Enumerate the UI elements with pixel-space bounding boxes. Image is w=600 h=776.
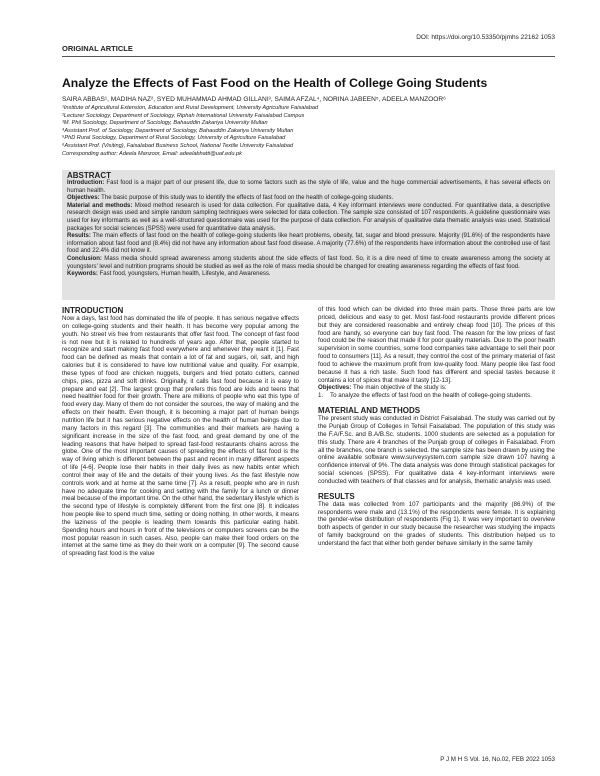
- right-column: [318, 306, 555, 548]
- left-column: [62, 306, 299, 558]
- introduction-text: Now a days, fast food has dominated the life of people. It has serious negative effects on college-going students and their health. It has become very popular among the youth. No street vis free from restaurants that offer fast food. The concept of fast food is not new but it is related to hundreds of years ago. After that, people started to recognize and start making fast food everywhere and whenever they want it [1]. Fast food can be defined as meals that contain a lot of fat and sugars, oil, salt, and high calories but it is considered to have low nutritional value and quality. For example, these types of food are chicken nuggets, burgers and fried potato cutters, canned chips, pies, pizza and soft drinks. Originally, it calls fast food because it is easy to prepare and eat [2]. The largest group that prefers this food are kids and teens that need healthier food for their growth. There are millions of people who eat this type of food every day. Many of them do not consider the sources, the way of making and the effects on their health. Even though, it is becoming a major part of human beings nutrition life but it has serious negative effects on the health of human beings due to many factors in this regard [3]. The communities and their markets are having a significant increase in the size of the fast food, and great demand by one of the leading reasons that have helped to spread fast-food restaurants chains across the globe. One of the most important causes of spreading the effects of fast food is the way of living which is different between the past and recent in many different aspects of life [4-6]. People lose their habits in their daily lives as new habits enter which control their way of life and the details of their young lives. As the fast lifestyle now controls work and at home at the same time [7]. As a result, people who are in rush have no adequate time for cooking and setting with the family for a lunch or dinner meal because of the important time. On the other hand, the sedentary lifestyle which is the second type of lifestyle is completely different from the first one [8]. It indicates how people like to spend much time, setting or doing nothing. In other words, it means the laziness of the people is leading them towards this particular eating habit. Spending hours and hours in front of the televisions or computers screens can be the most popular reason in such cases. Also, people can make their food orders on the internet at the same time as they do their work on a computer [9]. The second cause of spreading fast food is the value: [62, 315, 299, 558]
- author-list: SAIRA ABBAS¹, MADIHA NAZ², SYED MUHAMMAD AHMAD GILLANI³, SAIMA AFZAL⁴, NORINA JABEEN⁵, ADEELA MANZOOR⁶: [62, 96, 446, 103]
- affiliation-1: ¹Institute of Agricultural Extension, Education and Rural Development, University Agriculture Faisalabad: [62, 105, 319, 111]
- abstract-text: The main effects of fast food on the health of college-going students like heart problems, obesity, fat, sugar and blood pressure. Majority (91.6%) of the respondents have information about fast food and (8.4%) did not have any information about fast food disease. A majority (77.6%) of the respondents have information about the controlled use of fast food and 22.4% did not know it.: [67, 233, 550, 255]
- results-text: The data was collected from 107 participants and the majority (86.9%) of the respondents were male and (13.1%) of the respondents were female. It is explaining the gender-wise distribution of respondents (Fig 1). It was very important to overview both aspects of gender in our study because the researcher was studying the impacts of family background on the grades of students. This distribution helped us to understand the fact that either both gender behave similarly in the same family: [318, 500, 555, 547]
- page-footer: P J M H S Vol. 16, No.02, FEB 2022 1053: [440, 756, 555, 763]
- abstract-results: [67, 233, 550, 256]
- objectives-paragraph: [318, 384, 555, 392]
- objective-item: 1. To analyze the effects of fast food on the health of college-going students.: [318, 392, 532, 400]
- abstract-box: [62, 170, 555, 300]
- abstract-text: Mixed method research is used for data collection. For qualitative data, 4 Key informant interviews were conducted. For quantitative data, a descriptive research design was used and simple random sampling techniques were selected for data collection. The sample size consisted of 107 respondents. A guideline questionnaire was used for key informants as well as a well-structured questionnaire was used for the purpose of data collection. For analysis of qualitative data thematic analysis was used. Statistical packages for social sciences (SPSS) were used for quantitative data analysis.: [67, 202, 550, 232]
- abstract-heading: ABSTRACT: [67, 171, 111, 180]
- affiliation-3: ³M. Phil Sociology, Department of Sociology, Bahauddin Zakariya University Multan: [62, 120, 268, 127]
- abstract-label: Results:: [67, 233, 91, 240]
- introduction-continued-text: of this food which can be divided into three main parts. Those three parts are low priced, delicious and easy to get. Most fast-food restaurants provide different prices but they are considered reasonable and entirely cheap food [10]. The prices of this food are handy, so everyone can buy fast food. The reason for the low prices of fast food could be the reason that made it for poor quality materials. Due to the poor health supervision in some countries, some food companies take advantage to sell their poor food to consumers [11]. As a result, they control the cost of the primary material of fast food to achieve the maximum profit from low-quality food. Many people like fast food because it has a rich taste. Such food has different and special tastes because it contains a lot of spices that make it tasty [12-13].: [318, 306, 555, 384]
- affiliations: [62, 105, 555, 158]
- methods-text: The present study was conducted in District Faisalabad. The study was carried out by the Punjab Group of Colleges in Tehsil Faisalabad. The population of this study was the F.A/F.Sc. and B.A/B.Sc. students. 1000 students are selected as a population for this study. There are 4 branches of the Punjab group of colleges in Faisalabad. From all the branches, one branch is selected. the sample size has been drawn by using the online available software www.surveysystem.com sample size drawn 107 having a confidence interval of 9%. The data analysis was done through statistical packages for social sciences (SPSS). For qualitative data 4 key-informant interviews were conducted with teachers of that classes and for analysis, thematic analysis was used.: [318, 415, 555, 485]
- affiliation-5: ⁵PhD Rural Sociology, Department of Rural Sociology, University of Agriculture Faisalabad: [62, 135, 286, 142]
- abstract-keywords: [67, 271, 550, 279]
- abstract-label: Material and methods:: [67, 202, 133, 209]
- abstract-introduction: [67, 180, 550, 195]
- affiliation-4: ⁴Assistant Prof. of Sociology, Department of Sociology, Bahauddin Zakariya University Multan: [62, 127, 294, 134]
- objectives-label: Objectives:: [318, 384, 352, 392]
- affiliation-2: ²Lecturer Sociology, Department of Sociology, Riphah International University Faisalabad Campus: [62, 112, 305, 119]
- abstract-methods: [67, 203, 550, 233]
- abstract-objectives: [67, 195, 550, 203]
- affiliation-6: ⁶Assistant Prof. (Visiting), Faisalabad Business School, National Textile University Faisalabad: [62, 142, 294, 149]
- abstract-text: The basic purpose of this study was to identify the effects of fast food on the health of college-going students.: [99, 195, 394, 202]
- abstract-label: Introduction:: [67, 180, 105, 186]
- article-title: Analyze the Effects of Fast Food on the Health of College Going Students: [62, 76, 488, 90]
- doi-link[interactable]: DOI: https://doi.org/10.53350/pjmhs 22162 1053: [416, 34, 555, 41]
- objectives-text: The main objective of the study is:: [351, 384, 447, 392]
- abstract-text: Mass media should spread awareness among students about the side effects of fast food. So, it is a dire need of time to create awareness among the society at youngsters' level and nutrition programs should be studied as well as the role of mass media should be changed for creating awareness regarding the effects of fast food.: [67, 255, 550, 270]
- article-type: ORIGINAL ARTICLE: [62, 44, 133, 53]
- abstract-label: Objectives:: [67, 195, 100, 202]
- header-rule: [62, 56, 555, 57]
- results-heading: RESULTS: [318, 491, 355, 501]
- abstract-conclusion: [67, 256, 550, 271]
- introduction-heading: INTRODUCTION: [62, 306, 124, 315]
- abstract-label: Keywords:: [67, 271, 98, 278]
- abstract-label: Conclusion:: [67, 255, 102, 262]
- methods-heading: MATERIAL AND METHODS: [318, 406, 421, 416]
- abstract-text: Fast food is a major part of our present life, due to some factors such as the style of life, value and the huge commercial advertisements, it has several effects on human health.: [67, 180, 550, 194]
- corresponding-author: Corresponding author: Adeela Manzoor, Email: adeelabhatti@uaf.edu.pk: [62, 150, 242, 157]
- abstract-text: Fast food, youngsters, Human health, Lifestyle, and Awareness.: [97, 271, 271, 278]
